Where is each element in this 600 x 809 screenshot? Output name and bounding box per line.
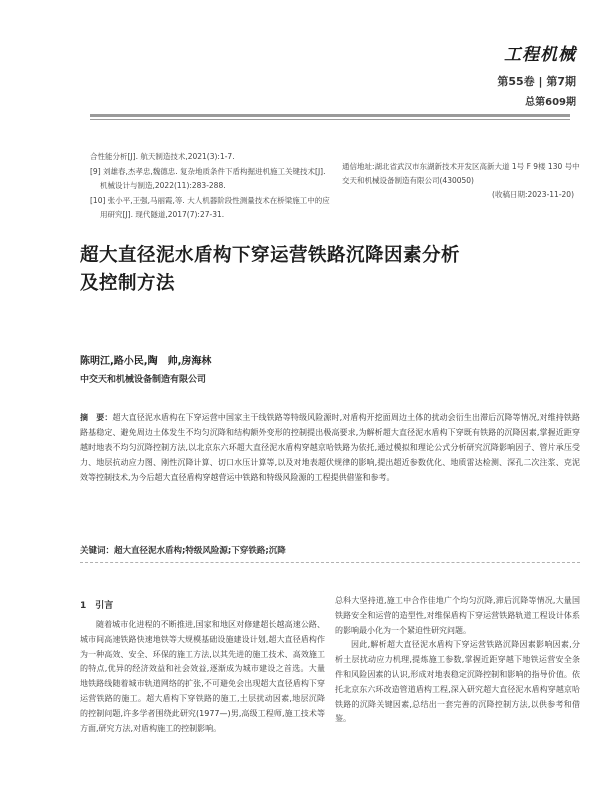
article-title	[80, 242, 580, 298]
abstract-label: 摘 要：	[80, 413, 113, 422]
section-separator	[80, 562, 580, 563]
abstract-text: 超大直径泥水盾构在下穿运营中国家主干线铁路等特级风险源时,对盾构开挖面周边土体的扰动会衍生出滞后沉降等情况,对维持铁路路基稳定、避免周边土体发生不均匀沉降和结构额外变形的控制提出极高要求,为解析超大直径泥水盾构下穿既有铁路的沉降因素,掌握近距穿越时地表不均匀沉降控制方法,以北京东六环超大直径泥水盾构穿越京哈铁路为依托,通过模拟和理论公式分析研究沉降影响因子、管片承压受力、地层抗动应力图、刚性沉降计算、切口水压计算等,以及对地表超伏规律的影响,提出超近参数优化、地质雷达检测、深孔二次注浆、克泥效等控制技术,为今后超大直径盾构穿越营运中铁路和特级风险源的工程提供借鉴和参考。	[80, 413, 580, 482]
body-paragraph: 随着城市化进程的不断推进,国家和地区对修建超长越高速公路、城市间高速铁路快速地铁等大规模基础设施建设计划,超大直径盾构作为一种高效、安全、环保的施工方法,以其先进的施工技术、高效施工的特点,优异的经济效益和社会效益,逐渐成为城市建设之首选。大量地铁路线随着城市轨道网络的扩张,不可避免会出现超大直径盾构下穿运营铁路的施工。超大盾构下穿铁路的施工,土层扰动因素,地层沉降的控制问题,许多学者围绕此研究(1977—)男,高级工程师,施工技术等方面,研究方法,对盾构施工的控制影响。	[80, 620, 325, 733]
author-notes	[342, 160, 582, 202]
section-heading: 1 引言	[80, 601, 114, 611]
body-left-column	[80, 618, 325, 736]
reference-item: 合性能分析[J]. 航天制造技术,2021(3):1-7.	[90, 152, 235, 161]
article-authors: 陈明江,路小民,陶 帅,房海林	[80, 356, 212, 367]
keywords	[80, 544, 580, 556]
title-line-2: 及控制方法	[80, 273, 176, 294]
mailing-address: 通信地址:湖北省武汉市东湖新技术开发区高新大道 1号 F 9楼 130 号中交天和机械设备制造有限公司(430050)	[342, 162, 580, 185]
volume-issue: 第55卷 | 第7期	[497, 75, 576, 88]
body-paragraph: 因此,解析超大直径泥水盾构下穿运营铁路沉降因素影响因素,分析土层扰动应力机理,提炼施工参数,掌握近距穿越下地铁运营安全条件和风险因素的认识,形成对地表稳定沉降控制和影响的指导价值。依托北京东六环改造管道盾构工程,深入研究超大直径泥水盾构穿越京哈铁路的沉降关键因素,总结出一套完善的沉降控制方法,以供参考和借鉴。	[335, 640, 580, 724]
body-right-column	[335, 594, 580, 727]
journal-masthead	[436, 40, 576, 108]
article-affiliation: 中交天和机械设备制造有限公司	[80, 375, 207, 385]
reference-item: [9] 刘雄春,杰孝忠,魏德忠. 复杂地质条件下盾构掘进机施工关键技术[J]. 机械设计与制造,2022(11):283-288.	[90, 166, 326, 190]
received-date: (收稿日期:2023-11-20)	[492, 190, 574, 199]
previous-references	[90, 150, 330, 223]
body-paragraph: 总科大坚持道,施工中合作佳地广个均匀沉降,滞后沉降等情况,大量国铁路安全和运营的造型性,对维保盾构下穿运营铁路轨道工程设计体系的影响最小化为一个紧迫性研究问题。	[335, 596, 580, 635]
abstract	[80, 410, 580, 485]
header-rule-thin	[90, 119, 570, 120]
header-rule	[90, 114, 570, 117]
keywords-label: 关键词：	[80, 546, 115, 556]
total-issue: 总第609期	[525, 97, 576, 108]
title-line-1: 超大直径泥水盾构下穿运营铁路沉降因素分析	[80, 245, 461, 266]
keywords-text: 超大直径泥水盾构;特级风险源;下穿铁路;沉降	[114, 546, 286, 556]
reference-item: [10] 张小平,王强,马丽霞,等. 大人机器阶段性测量技术在桥梁施工中的应用研究[J]. 现代隧道,2017(7):27-31.	[90, 195, 330, 219]
journal-name: 工程机械	[504, 45, 576, 65]
